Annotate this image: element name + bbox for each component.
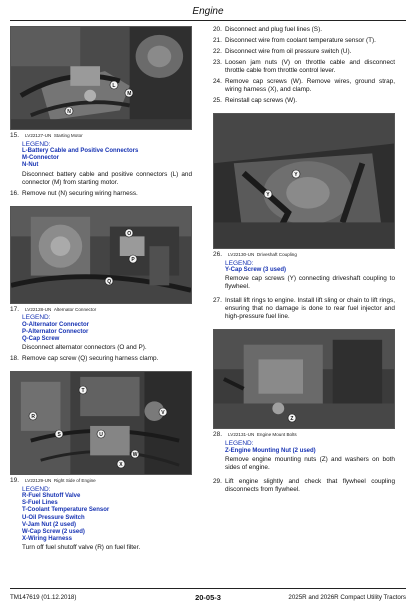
step-text: Reinstall cap screws (W).	[225, 97, 298, 104]
step-number: 24.	[213, 78, 222, 85]
figure-number: 26.	[213, 251, 223, 258]
figure-id: LV22127-UN	[25, 133, 52, 138]
legend-title: LEGEND:	[22, 485, 51, 493]
step-21	[213, 37, 395, 45]
figure-caption	[10, 477, 192, 485]
figure-number: 15.	[10, 132, 20, 139]
document-number: TM147619 (01.12.2018)	[10, 594, 77, 601]
legend-item: Z-Engine Mounting Nut (2 used)	[225, 447, 316, 454]
legend-item: W-Cap Screw (2 used)	[22, 528, 85, 535]
legend-title: LEGEND:	[22, 314, 51, 322]
legend-alternator	[22, 314, 192, 352]
legend-item: O-Alternator Connector	[22, 321, 90, 328]
step-16	[10, 190, 192, 198]
figure-number: 19.	[10, 477, 20, 484]
figure-id: LV22130-UN	[228, 252, 255, 257]
legend-item: S-Fuel Lines	[22, 500, 58, 507]
figure-caption	[10, 306, 192, 314]
step-number: 25.	[213, 97, 222, 104]
step-24	[213, 78, 395, 94]
left-column	[10, 26, 192, 552]
callout-y: Y	[266, 191, 270, 198]
step-number: 22.	[213, 48, 222, 55]
figure-caption	[213, 431, 395, 439]
instruction-text: Disconnect alternator connectors (O and P).	[22, 344, 147, 351]
step-number: 18.	[10, 355, 19, 362]
step-text: Disconnect wire from coolant temperature sensor (T).	[225, 37, 376, 44]
figure-title: Engine Mount Bolts	[256, 432, 297, 438]
callout-y: Y	[294, 171, 298, 178]
figure-driveshaft-coupling	[213, 113, 395, 249]
legend-item: T-Coolant Temperature Sensor	[22, 507, 110, 514]
figure-title: Starting Motor	[53, 133, 83, 138]
callout-q: Q	[107, 278, 112, 285]
figure-title: Driveshaft Coupling	[256, 252, 297, 257]
callout-p: P	[131, 256, 135, 263]
engine-mount-callouts	[214, 330, 394, 428]
figure-right-side-engine	[10, 371, 192, 475]
figure-alternator-connector	[10, 206, 192, 304]
step-20	[213, 26, 395, 34]
driveshaft-callouts	[214, 114, 394, 248]
step-number: 20.	[213, 26, 222, 33]
legend-right-side-engine	[22, 486, 192, 552]
figure-number: 28.	[213, 431, 223, 439]
callout-w: W	[132, 451, 138, 458]
figure-number: 17.	[10, 305, 20, 313]
callout-n: N	[67, 108, 71, 115]
step-18	[10, 355, 192, 363]
legend-item: X-Wiring Harness	[22, 535, 72, 542]
instruction-text: Disconnect battery cable and positive connectors (L) and connector (M) from starting motor.	[22, 170, 192, 186]
legend-item: M-Connector	[22, 155, 59, 162]
page-footer	[0, 588, 416, 608]
step-text: Install lift rings to engine. Install lift sling or chain to lift rings, ensuring that no damage is done to rear fuel injector and high-pressure fuel line.	[225, 297, 395, 321]
figure-starting-motor	[10, 26, 192, 130]
figure-caption	[10, 132, 192, 140]
legend-engine-mount	[225, 440, 395, 472]
step-number: 27.	[213, 297, 222, 305]
callout-o: O	[127, 230, 132, 237]
instruction-text: Remove cap screws (Y) connecting driveshaft coupling to flywheel.	[225, 275, 395, 291]
footer-rule	[10, 588, 406, 589]
callout-x: X	[119, 461, 123, 468]
instruction-text: Turn off fuel shutoff valve (R) on fuel filter.	[22, 543, 141, 551]
step-text: Disconnect wire from oil pressure switch (U).	[225, 48, 352, 55]
legend-item: V-Jam Nut (2 used)	[22, 521, 77, 528]
callout-r: R	[31, 413, 36, 420]
legend-title: LEGEND:	[225, 440, 254, 448]
step-number: 21.	[213, 37, 222, 44]
header-rule	[10, 20, 406, 21]
step-22	[213, 48, 395, 56]
figure-title: Right Side of Engine	[53, 478, 96, 483]
legend-item: Y-Cap Screw (3 used)	[225, 267, 287, 274]
step-23	[213, 59, 395, 75]
figure-caption	[213, 251, 395, 259]
step-25	[213, 97, 395, 105]
legend-item: N-Nut	[22, 162, 39, 169]
figure-title: Alternator Connector	[53, 306, 97, 312]
step-text: Remove nut (N) securing wiring harness.	[22, 189, 138, 197]
callout-l: L	[112, 82, 116, 89]
legend-item: Q-Cap Screw	[22, 335, 60, 342]
right-column	[213, 26, 395, 494]
page-header	[0, 0, 416, 22]
legend-title: LEGEND:	[225, 259, 254, 267]
step-27	[213, 297, 395, 321]
step-text: Remove cap screw (Q) securing harness clamp.	[22, 355, 159, 362]
page-number: 20-05-3	[195, 593, 221, 602]
model-name: 2025R and 2026R Compact Utility Tractors	[288, 594, 406, 601]
callout-t: T	[81, 387, 85, 394]
step-number: 16.	[10, 189, 19, 197]
step-text: Lift engine slightly and check that flywheel coupling disconnects from flywheel.	[225, 477, 395, 493]
figure-id: LV22131-UN	[228, 432, 255, 438]
step-text: Remove cap screws (W). Remove wires, ground strap, wiring harness (X), and clamp.	[225, 78, 395, 93]
step-29	[213, 478, 395, 494]
legend-driveshaft	[225, 260, 395, 292]
step-text: Loosen jam nuts (V) on throttle cable and disconnect throttle cable from throttle control lever.	[225, 59, 395, 74]
step-number: 29.	[213, 477, 222, 485]
callout-s: S	[57, 431, 61, 438]
legend-item: U-Oil Pressure Switch	[22, 514, 85, 521]
legend-starting-motor	[22, 141, 192, 187]
callout-m: M	[127, 90, 132, 97]
legend-item: P-Alternator Connector	[22, 328, 89, 335]
starting-motor-callouts	[11, 27, 191, 129]
callout-v: V	[161, 409, 165, 416]
engine-right-side-callouts	[11, 372, 191, 474]
step-number: 23.	[213, 59, 222, 66]
figure-engine-mount-bolts	[213, 329, 395, 429]
instruction-text: Remove engine mounting nuts (Z) and washers on both sides of engine.	[225, 455, 395, 471]
section-title: Engine	[192, 6, 224, 17]
legend-item: L-Battery Cable and Positive Connectors	[22, 148, 139, 155]
figure-id: LV22129-UN	[25, 478, 52, 483]
step-text: Disconnect and plug fuel lines (S).	[225, 26, 322, 33]
alternator-callouts	[11, 207, 191, 303]
callout-u: U	[99, 431, 103, 438]
figure-id: LV22128-UN	[25, 306, 52, 312]
legend-item: R-Fuel Shutoff Valve	[22, 493, 81, 500]
legend-title: LEGEND:	[22, 140, 51, 148]
callout-z: Z	[290, 416, 294, 423]
